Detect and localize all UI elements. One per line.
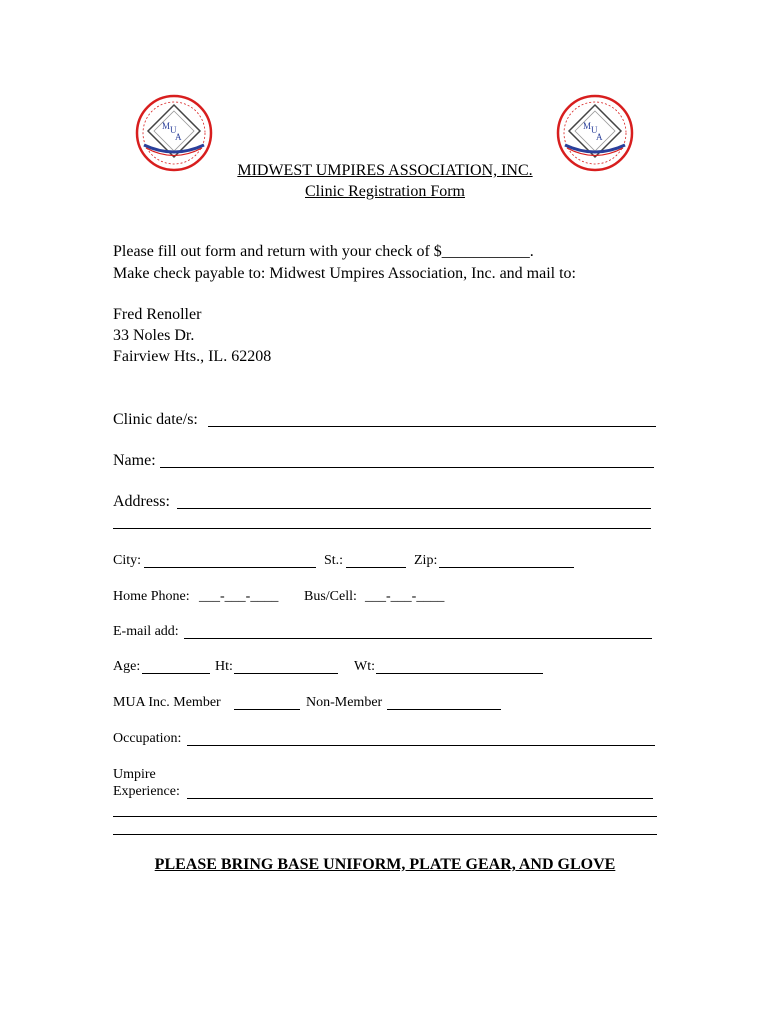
occupation-label: Occupation: — [113, 731, 182, 746]
mailing-name: Fred Renoller — [113, 306, 202, 323]
zip-label: Zip: — [414, 553, 438, 568]
age-field[interactable] — [142, 673, 210, 674]
logo-letter-m: M — [583, 121, 592, 131]
age-label: Age: — [113, 659, 141, 674]
height-field[interactable] — [234, 673, 338, 674]
bus-cell-field[interactable]: ___-___-____ — [365, 589, 445, 604]
mailing-street: 33 Noles Dr. — [113, 327, 195, 344]
zip-field[interactable] — [439, 567, 574, 568]
clinic-dates-label: Clinic date/s: — [113, 411, 198, 428]
umpire-label: Umpire — [113, 767, 156, 782]
logo-letter-a: A — [175, 132, 182, 142]
home-phone-label: Home Phone: — [113, 589, 190, 604]
instructions-line-2: Make check payable to: Midwest Umpires Association, Inc. and mail to: — [113, 265, 576, 282]
height-label: Ht: — [215, 659, 233, 674]
address-field-line-2[interactable] — [113, 528, 651, 529]
name-field[interactable] — [160, 467, 654, 468]
state-field[interactable] — [346, 567, 406, 568]
mua-member-field[interactable] — [234, 709, 300, 710]
form-title: Clinic Registration Form — [305, 183, 465, 200]
mua-logo-right — [555, 93, 635, 173]
address-label: Address: — [113, 493, 170, 510]
mua-logo-left — [134, 93, 214, 173]
address-field[interactable] — [177, 508, 651, 509]
state-label: St.: — [324, 553, 344, 568]
bus-cell-label: Bus/Cell: — [304, 589, 357, 604]
email-label: E-mail add: — [113, 624, 179, 639]
org-name: MIDWEST UMPIRES ASSOCIATION, INC. — [237, 162, 533, 179]
logo-letter-u: U — [170, 125, 177, 135]
occupation-field[interactable] — [187, 745, 655, 746]
clinic-dates-field[interactable] — [208, 426, 656, 427]
experience-field-line-3[interactable] — [113, 834, 657, 835]
experience-label: Experience: — [113, 784, 180, 799]
non-member-label: Non-Member — [306, 695, 383, 710]
mua-member-label: MUA Inc. Member — [113, 695, 221, 710]
logo-letter-u: U — [591, 125, 598, 135]
non-member-field[interactable] — [387, 709, 501, 710]
bring-gear-notice: PLEASE BRING BASE UNIFORM, PLATE GEAR, AND GLOVE — [154, 856, 616, 873]
weight-label: Wt: — [354, 659, 375, 674]
mailing-city: Fairview Hts., IL. 62208 — [113, 348, 272, 365]
experience-field[interactable] — [187, 798, 653, 799]
city-field[interactable] — [144, 567, 316, 568]
instructions-line-1: Please fill out form and return with your check of $___________. — [113, 243, 534, 260]
logo-letter-m: M — [162, 121, 171, 131]
email-field[interactable] — [184, 638, 652, 639]
logo-letter-a: A — [596, 132, 603, 142]
weight-field[interactable] — [376, 673, 543, 674]
city-label: City: — [113, 553, 142, 568]
experience-field-line-2[interactable] — [113, 816, 657, 817]
name-label: Name: — [113, 452, 156, 469]
home-phone-field[interactable]: ___-___-____ — [199, 589, 279, 604]
